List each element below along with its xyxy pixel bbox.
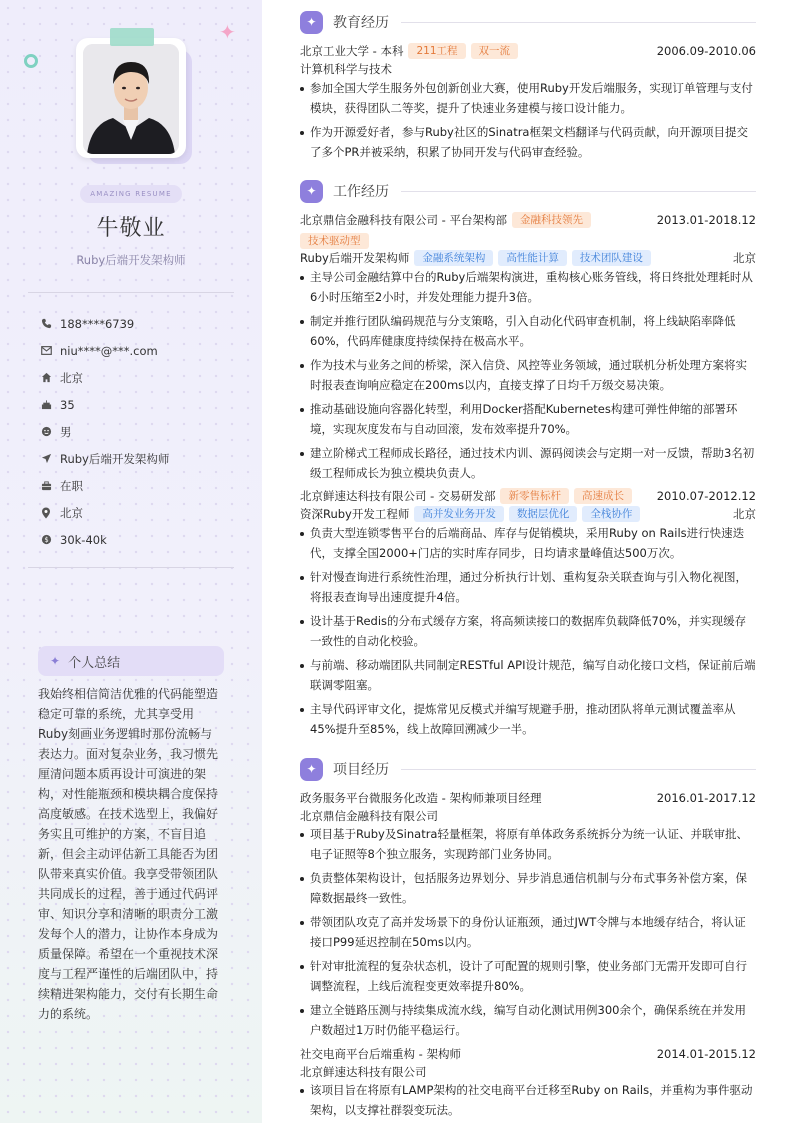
job-bullets [300,524,756,744]
avatar [83,44,179,154]
education-date: 2006.09-2010.06 [656,44,756,58]
project-bullets [300,1081,756,1123]
info-salary [40,526,169,553]
list-item: 该项目旨在将原有LAMP架构的社交电商平台迁移至Ruby on Rails，并重构为事件驱动架构，以支撑社群裂变玩法。 [300,1081,756,1120]
section-projects [300,757,756,781]
info-gender [40,418,169,445]
info-phone [40,310,169,337]
sparkle-icon: ✦ [300,180,323,203]
project-name: 社交电商平台后端重构 - 架构师 [300,1047,461,1061]
info-text: Ruby后端开发架构师 [60,451,170,466]
list-item: 参加全国大学生服务外包创新创业大赛，使用Ruby开发后端服务，实现订单管理与支付模块，获得团队二等奖，提升了快速业务建模与接口设计能力。 [300,79,756,118]
info-text: 男 [60,424,72,439]
job-position-row [300,249,756,267]
photo-tape [110,28,154,46]
sparkle-icon: ✦ [300,11,323,34]
position-tag: 技术团队建设 [572,250,651,266]
candidate-name: 牛敬业 [96,216,166,241]
major: 计算机科学与技术 [300,62,392,76]
project-company-row [300,807,756,825]
info-text: 在职 [60,478,83,493]
list-item: 推动基础设施向容器化转型，利用Docker搭配Kubernetes构建可弹性伸缩的部署环境，实现灰度发布与自动回滚，发布效率提升70%。 [300,400,756,439]
info-email [40,337,169,364]
company-name: 北京鼎信金融科技有限公司 - 平台架构部 [300,213,507,227]
candidate-role: Ruby后端开发架构师 [76,253,186,267]
job-position-row [300,505,756,523]
job-position: 资深Ruby开发工程师 [300,507,410,521]
info-age [40,391,169,418]
list-item: 作为开源爱好者，参与Ruby社区的Sinatra框架文档翻译与代码贡献，向开源项目提交了多个PR并被采纳，积累了协同开发与代码审查经验。 [300,123,756,162]
list-item: 负责整体架构设计，包括服务边界划分、异步消息通信机制与分布式事务补偿方案，保障数据最终一致性。 [300,869,756,908]
position-tag: 数据层优化 [509,506,578,522]
company-tag: 技术驱动型 [300,233,369,249]
school-tag: 双一流 [471,43,519,59]
info-text: 30k-40k [60,532,107,547]
section-title: 工作经历 [333,184,389,200]
project-header [300,789,756,807]
project-date: 2014.01-2015.12 [656,1047,756,1061]
project-header [300,1045,756,1063]
location-pin-icon [40,507,52,519]
salary-icon [40,534,52,546]
info-text: 北京 [60,505,83,520]
section-rule [401,22,756,23]
education-header [300,42,756,60]
list-item: 作为技术与业务之间的桥梁，深入信贷、风控等业务领域，通过联机分析处理方案将实时报表查询响应稳定在200ms以内，直接支撑了日均千万级交易决策。 [300,356,756,395]
list-item: 制定并推行团队编码规范与分支策略，引入自动化代码审查机制，将上线缺陷率降低60%，代码库健康度持续保持在极高水平。 [300,312,756,351]
info-target-city [40,499,169,526]
sidebar [0,0,262,1123]
info-text: 北京 [60,370,83,385]
mail-icon [40,345,52,357]
list-item: 与前端、移动端团队共同制定RESTful API设计规范，编写自动化接口文档，保证前后端联调零阻塞。 [300,656,756,695]
list-item: 负责大型连锁零售平台的后端商品、库存与促销模块，采用Ruby on Rails进行快速迭代，支撑全国2000+门店的实时库存同步，日均请求量峰值达500万次。 [300,524,756,563]
list-item: 带领团队攻克了高并发场景下的身份认证瓶颈，通过JWT令牌与本地缓存结合，将认证接口P99延迟控制在50ms以内。 [300,913,756,952]
list-item: 针对慢查询进行系统性治理，通过分析执行计划、重构复杂关联查询与引入物化视图，将报表查询导出速度提升4倍。 [300,568,756,607]
divider [28,292,234,293]
job-city: 北京 [733,507,756,521]
send-icon [40,453,52,465]
school-tag: 211工程 [408,43,465,59]
home-icon [40,372,52,384]
position-tag: 金融系统架构 [414,250,493,266]
project-company: 北京鲜速达科技有限公司 [300,1065,427,1079]
list-item: 设计基于Redis的分布式缓存方案，将高频读接口的数据库负载降低70%，并实现缓存一致性的自动化校验。 [300,612,756,651]
education-bullets [300,79,756,167]
section-title: 教育经历 [333,15,389,31]
gender-icon [40,426,52,438]
list-item: 主导公司金融结算中台的Ruby后端架构演进，重构核心账务管线，将日终批处理耗时从6小时压缩至2小时，并发处理能力提升3倍。 [300,268,756,307]
project-company: 北京鼎信金融科技有限公司 [300,809,438,823]
contact-info [40,310,169,553]
list-item: 针对审批流程的复杂状态机，设计了可配置的规则引擎，使业务部门无需开发即可自行调整流程，上线后流程变更效率提升80%。 [300,957,756,996]
project-name: 政务服务平台微服务化改造 - 架构师兼项目经理 [300,791,542,805]
company-tag: 金融科技领先 [512,212,591,228]
phone-icon [40,318,52,330]
position-tag: 全栈协作 [582,506,640,522]
project-date: 2016.01-2017.12 [656,791,756,805]
job-header-wrap [300,232,756,250]
position-tag: 高性能计算 [498,250,567,266]
project-company-row [300,1063,756,1081]
summary-text: 我始终相信简洁优雅的代码能塑造稳定可靠的系统，尤其享受用Ruby刻画业务逻辑时那份流畅与表达力。面对复杂业务，我习惯先厘清问题本质再设计可演进的架构，对性能瓶颈和模块耦合度保持高度敏感。在技术选型上，我偏好务实且可维护的方案，不盲目追新，但会主动评估新工具能否为团队带来真实价值。我享受带领团队共同成长的过程，善于通过代码评审、知识分享和清晰的职责分工激发每个人的潜力，让协作本身成为质量保障。希望在一个重视技术深度与工程严谨性的后端团队中，持续精进架构能力，交付有长期生命力的系统。 [38,687,219,1021]
summary-title: 个人总结 [68,655,121,671]
education-major [300,60,756,78]
job-position: Ruby后端开发架构师 [300,251,410,265]
job-date: 2010.07-2012.12 [656,489,756,503]
info-status [40,472,169,499]
list-item: 建立全链路压测与持续集成流水线，编写自动化测试用例300余个，确保系统在并发用户数超过1万时仍能平稳运行。 [300,1001,756,1040]
school-name: 北京工业大学 - 本科 [300,44,404,58]
list-item: 主导代码评审文化，提炼常见反模式并编写规避手册，推动团队将单元测试覆盖率从45%提升至85%，线上故障回溯减少一半。 [300,700,756,739]
sparkle-icon: ✦ [300,758,323,781]
info-location [40,364,169,391]
decorative-ring [24,54,38,68]
info-text: 35 [60,397,75,412]
list-item: 项目基于Ruby及Sinatra轻量框架，将原有单体政务系统拆分为统一认证、并联审批、电子证照等8个独立服务，实现跨部门业务协同。 [300,825,756,864]
info-target-role [40,445,169,472]
section-education [300,10,756,34]
list-item: 建立阶梯式工程师成长路径，通过技术内训、源码阅读会与定期一对一反馈，帮助3名初级工程师成长为独立模块负责人。 [300,444,756,483]
section-title: 项目经历 [333,762,389,778]
job-header [300,211,756,229]
summary-heading [38,646,224,676]
company-tag: 新零售标杆 [500,488,569,504]
divider [28,567,234,568]
briefcase-icon [40,480,52,492]
section-work [300,179,756,203]
info-text: 188****6739 [60,316,135,331]
company-tag: 高速成长 [574,488,632,504]
section-rule [401,769,756,770]
job-date: 2013.01-2018.12 [656,213,756,227]
info-text: niu****@***.com [60,343,158,358]
svg-text:$: $ [43,535,49,544]
sparkle-icon: ✦ [50,654,61,668]
position-tag: 高并发业务开发 [414,506,504,522]
sparkle-icon: ✦ [219,20,236,44]
job-header [300,487,756,505]
job-bullets [300,268,756,488]
job-city: 北京 [733,251,756,265]
project-bullets [300,825,756,1045]
section-rule [401,191,756,192]
company-name: 北京鲜速达科技有限公司 - 交易研发部 [300,489,496,503]
resume-badge: AMAZING RESUME [80,185,182,203]
cake-icon [40,399,52,411]
